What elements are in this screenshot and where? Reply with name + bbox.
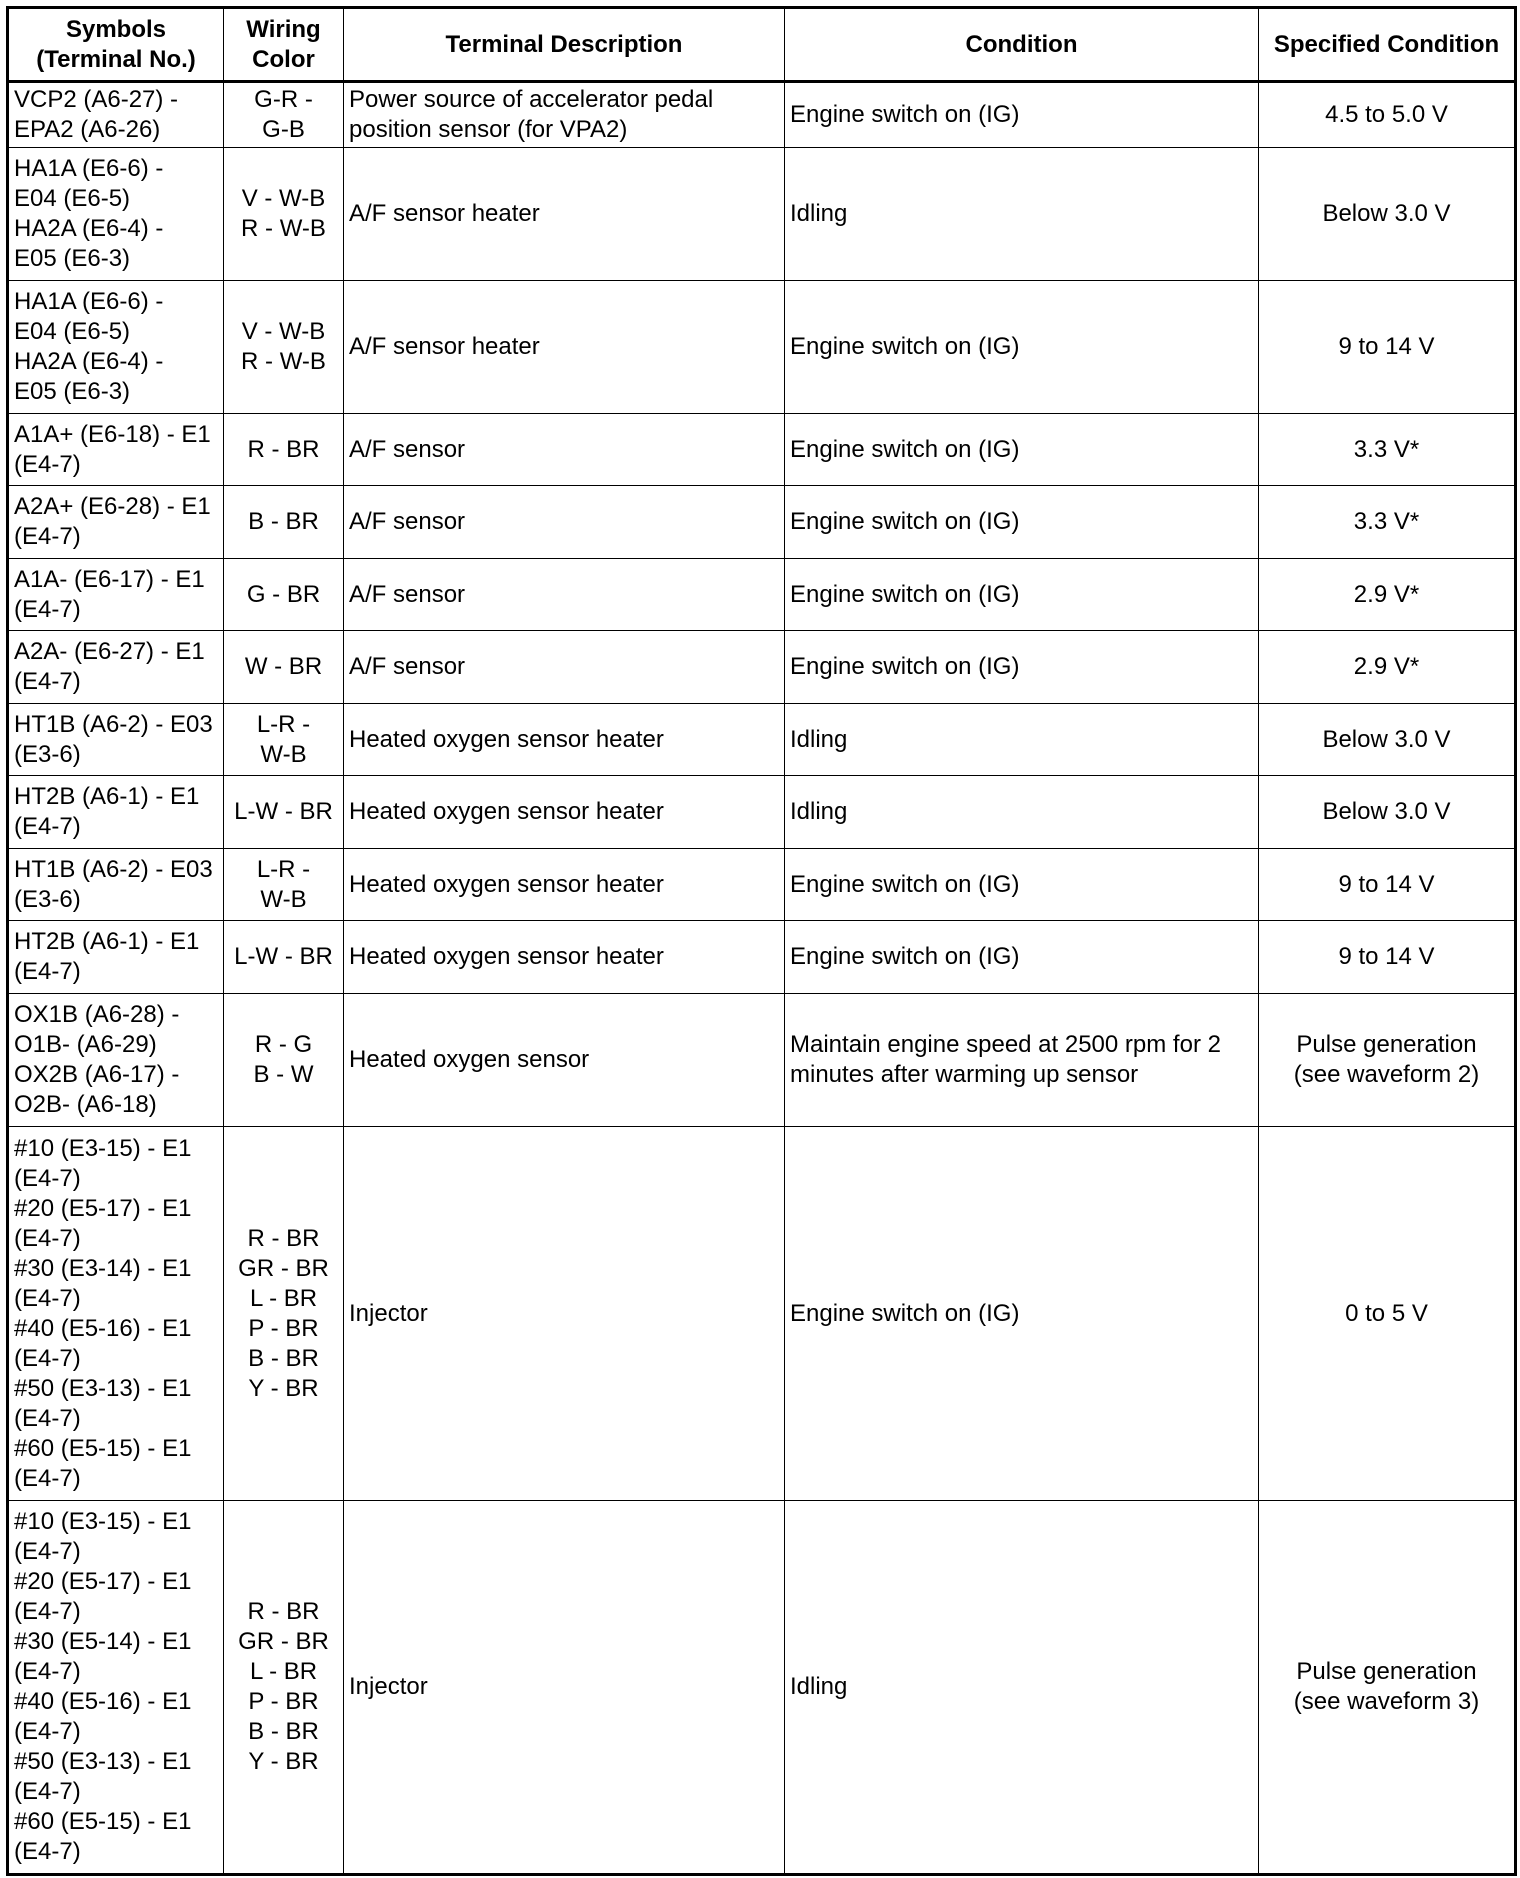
table-row — [8, 414, 1516, 486]
terminal-spec-table — [6, 6, 1517, 1876]
cell-condition: Engine switch on (IG) — [785, 631, 1259, 704]
cell-description: A/F sensor — [344, 559, 785, 631]
cell-symbols: HA1A (E6-6) - E04 (E6-5) HA2A (E6-4) - E05 (E6-3) — [8, 281, 224, 414]
table-row — [8, 994, 1516, 1127]
cell-specified: Below 3.0 V — [1259, 148, 1516, 281]
table-row — [8, 559, 1516, 631]
table-row — [8, 776, 1516, 849]
cell-specified: 0 to 5 V — [1259, 1127, 1516, 1501]
cell-description: Injector — [344, 1127, 785, 1501]
cell-wiring: W - BR — [224, 631, 344, 704]
cell-description: A/F sensor — [344, 631, 785, 704]
header-specified-condition: Specified Condition — [1259, 8, 1516, 82]
cell-symbols: HT1B (A6-2) - E03 (E3-6) — [8, 704, 224, 776]
cell-specified: 9 to 14 V — [1259, 849, 1516, 921]
cell-symbols: HT2B (A6-1) - E1 (E4-7) — [8, 776, 224, 849]
cell-symbols: A1A+ (E6-18) - E1 (E4-7) — [8, 414, 224, 486]
cell-wiring: G-R - G-B — [224, 82, 344, 148]
cell-description: A/F sensor — [344, 486, 785, 559]
cell-description: A/F sensor heater — [344, 281, 785, 414]
cell-description: Injector — [344, 1501, 785, 1875]
cell-condition: Engine switch on (IG) — [785, 1127, 1259, 1501]
table-row — [8, 631, 1516, 704]
cell-specified: Pulse generation (see waveform 2) — [1259, 994, 1516, 1127]
cell-description: A/F sensor heater — [344, 148, 785, 281]
cell-specified: 2.9 V* — [1259, 559, 1516, 631]
cell-specified: 2.9 V* — [1259, 631, 1516, 704]
cell-symbols: #10 (E3-15) - E1 (E4-7) #20 (E5-17) - E1 (E4-7) #30 (E3-14) - E1 (E4-7) #40 (E5-16) - E1 (E4-7) #50 (E3-13) - E1 (E4-7) #60 (E5-15) - E1 (E4-7) — [8, 1127, 224, 1501]
cell-wiring: R - BR GR - BR L - BR P - BR B - BR Y - BR — [224, 1127, 344, 1501]
table-row — [8, 486, 1516, 559]
cell-specified: Pulse generation (see waveform 3) — [1259, 1501, 1516, 1875]
cell-description: A/F sensor — [344, 414, 785, 486]
cell-symbols: HA1A (E6-6) - E04 (E6-5) HA2A (E6-4) - E05 (E6-3) — [8, 148, 224, 281]
cell-description: Heated oxygen sensor heater — [344, 921, 785, 994]
cell-description: Heated oxygen sensor heater — [344, 849, 785, 921]
cell-specified: 3.3 V* — [1259, 486, 1516, 559]
cell-description: Heated oxygen sensor heater — [344, 776, 785, 849]
cell-condition: Idling — [785, 1501, 1259, 1875]
cell-condition: Engine switch on (IG) — [785, 849, 1259, 921]
cell-wiring: L-R - W-B — [224, 849, 344, 921]
cell-specified: Below 3.0 V — [1259, 776, 1516, 849]
cell-condition: Maintain engine speed at 2500 rpm for 2 minutes after warming up sensor — [785, 994, 1259, 1127]
table-row — [8, 281, 1516, 414]
cell-condition: Idling — [785, 148, 1259, 281]
header-wiring-color: Wiring Color — [224, 8, 344, 82]
cell-description: Heated oxygen sensor heater — [344, 704, 785, 776]
cell-symbols: HT2B (A6-1) - E1 (E4-7) — [8, 921, 224, 994]
table-row — [8, 148, 1516, 281]
cell-wiring: L-W - BR — [224, 776, 344, 849]
cell-symbols: #10 (E3-15) - E1 (E4-7) #20 (E5-17) - E1 (E4-7) #30 (E5-14) - E1 (E4-7) #40 (E5-16) - E1 (E4-7) #50 (E3-13) - E1 (E4-7) #60 (E5-15) - E1 (E4-7) — [8, 1501, 224, 1875]
cell-wiring: R - BR GR - BR L - BR P - BR B - BR Y - BR — [224, 1501, 344, 1875]
header-condition: Condition — [785, 8, 1259, 82]
cell-symbols: A2A- (E6-27) - E1 (E4-7) — [8, 631, 224, 704]
table-header — [8, 8, 1516, 82]
cell-description: Heated oxygen sensor — [344, 994, 785, 1127]
header-terminal-description: Terminal Description — [344, 8, 785, 82]
table-body — [8, 82, 1516, 1875]
cell-condition: Engine switch on (IG) — [785, 921, 1259, 994]
cell-symbols: HT1B (A6-2) - E03 (E3-6) — [8, 849, 224, 921]
cell-symbols: VCP2 (A6-27) - EPA2 (A6-26) — [8, 82, 224, 148]
cell-wiring: L-W - BR — [224, 921, 344, 994]
cell-wiring: B - BR — [224, 486, 344, 559]
cell-symbols: A1A- (E6-17) - E1 (E4-7) — [8, 559, 224, 631]
table-row — [8, 704, 1516, 776]
cell-condition: Idling — [785, 704, 1259, 776]
cell-wiring: V - W-B R - W-B — [224, 148, 344, 281]
table-row — [8, 82, 1516, 148]
cell-condition: Engine switch on (IG) — [785, 414, 1259, 486]
cell-specified: 9 to 14 V — [1259, 281, 1516, 414]
cell-description: Power source of accelerator pedal position sensor (for VPA2) — [344, 82, 785, 148]
cell-wiring: L-R - W-B — [224, 704, 344, 776]
terminal-table-container — [6, 6, 1514, 1876]
cell-specified: 4.5 to 5.0 V — [1259, 82, 1516, 148]
header-row — [8, 8, 1516, 82]
cell-wiring: R - BR — [224, 414, 344, 486]
cell-symbols: OX1B (A6-28) - O1B- (A6-29) OX2B (A6-17) - O2B- (A6-18) — [8, 994, 224, 1127]
cell-specified: Below 3.0 V — [1259, 704, 1516, 776]
cell-condition: Engine switch on (IG) — [785, 82, 1259, 148]
table-row — [8, 1501, 1516, 1875]
header-symbols: Symbols (Terminal No.) — [8, 8, 224, 82]
cell-condition: Engine switch on (IG) — [785, 281, 1259, 414]
cell-symbols: A2A+ (E6-28) - E1 (E4-7) — [8, 486, 224, 559]
cell-condition: Engine switch on (IG) — [785, 486, 1259, 559]
cell-wiring: R - G B - W — [224, 994, 344, 1127]
table-row — [8, 1127, 1516, 1501]
cell-condition: Engine switch on (IG) — [785, 559, 1259, 631]
table-row — [8, 849, 1516, 921]
cell-specified: 3.3 V* — [1259, 414, 1516, 486]
cell-wiring: G - BR — [224, 559, 344, 631]
table-row — [8, 921, 1516, 994]
cell-wiring: V - W-B R - W-B — [224, 281, 344, 414]
cell-condition: Idling — [785, 776, 1259, 849]
cell-specified: 9 to 14 V — [1259, 921, 1516, 994]
